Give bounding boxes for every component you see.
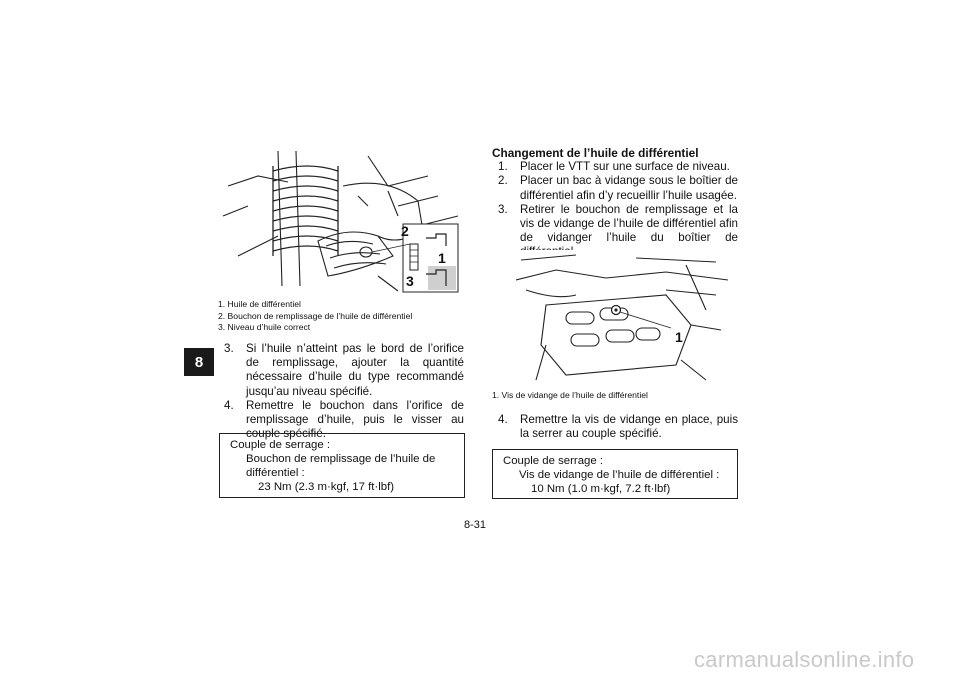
step-number: 3. [498,202,508,216]
torque-spec-box [219,433,465,498]
step-text: Remettre la vis de vidange en place, puis la serrer au couple spécifié. [520,413,738,441]
torque-label: Couple de serrage : [503,455,604,467]
step-number: 1. [498,160,508,174]
torque-item: Bouchon de remplissage de l’huile de [246,453,436,465]
step-number: 4. [224,398,234,412]
step-text: Si l’huile n’atteint pas le bord de l’orifice de remplissage, ajouter la quantité nécessaire d’huile du type recommandé jusqu’au niveau spécifié. [246,342,464,398]
step-text: Remettre le bouchon dans l’orifice de remplissage d’huile, puis le visser au couple spécifié. [246,398,464,441]
callout-1: 1 [438,250,446,266]
caption-item: 3. Niveau d’huile correct [218,322,311,332]
torque-label: Couple de serrage : [230,439,331,451]
torque-item: différentiel : [246,467,305,479]
callout-3: 3 [406,273,414,289]
figure-caption-list [218,299,412,334]
step-item [498,160,738,174]
step-item [224,342,464,399]
step-text: Placer un bac à vidange sous le boîtier de différentiel afin d’y recueillir l’huile usagée. [520,174,738,202]
step-number: 3. [224,342,234,355]
differential-fill-illustration [218,146,464,296]
caption-item: 2. Bouchon de remplissage de l’huile de différentiel [218,310,413,321]
torque-value: 23 Nm (2.3 m·kgf, 17 ft·lbf) [258,481,395,493]
right-column-top [492,146,738,260]
figure-caption: 1. Vis de vidange de l’huile de différentiel [492,390,648,400]
site-watermark[interactable]: carmanualsonline.info [694,647,915,672]
drain-bolt-illustration [516,250,728,386]
step-item [498,174,738,202]
torque-spec-box [492,449,738,499]
left-steps [224,342,464,441]
step-item [498,413,738,441]
callout-1: 1 [675,329,683,345]
torque-value: 10 Nm (1.0 m·kgf, 7.2 ft·lbf) [531,483,671,495]
torque-item: Vis de vidange de l’huile de différentiel : [519,469,720,481]
caption-item: 1. Huile de différentiel [218,299,301,309]
shock-spring [273,166,338,256]
step-text: Retirer le bouchon de remplissage et la vis de vidange de l’huile de différentiel afin de vidanger l’huile du boîtier de différentiel. [520,202,738,259]
step-text: Placer le VTT sur une surface de niveau. [520,160,730,174]
chapter-tab: 8 [184,348,214,376]
page-number: 8-31 [464,519,487,531]
right-step-4 [498,413,738,441]
section-title: Changement de l’huile de différentiel [492,146,699,160]
callout-2: 2 [401,223,409,239]
step-number: 2. [498,174,508,188]
step-number: 4. [498,413,508,426]
